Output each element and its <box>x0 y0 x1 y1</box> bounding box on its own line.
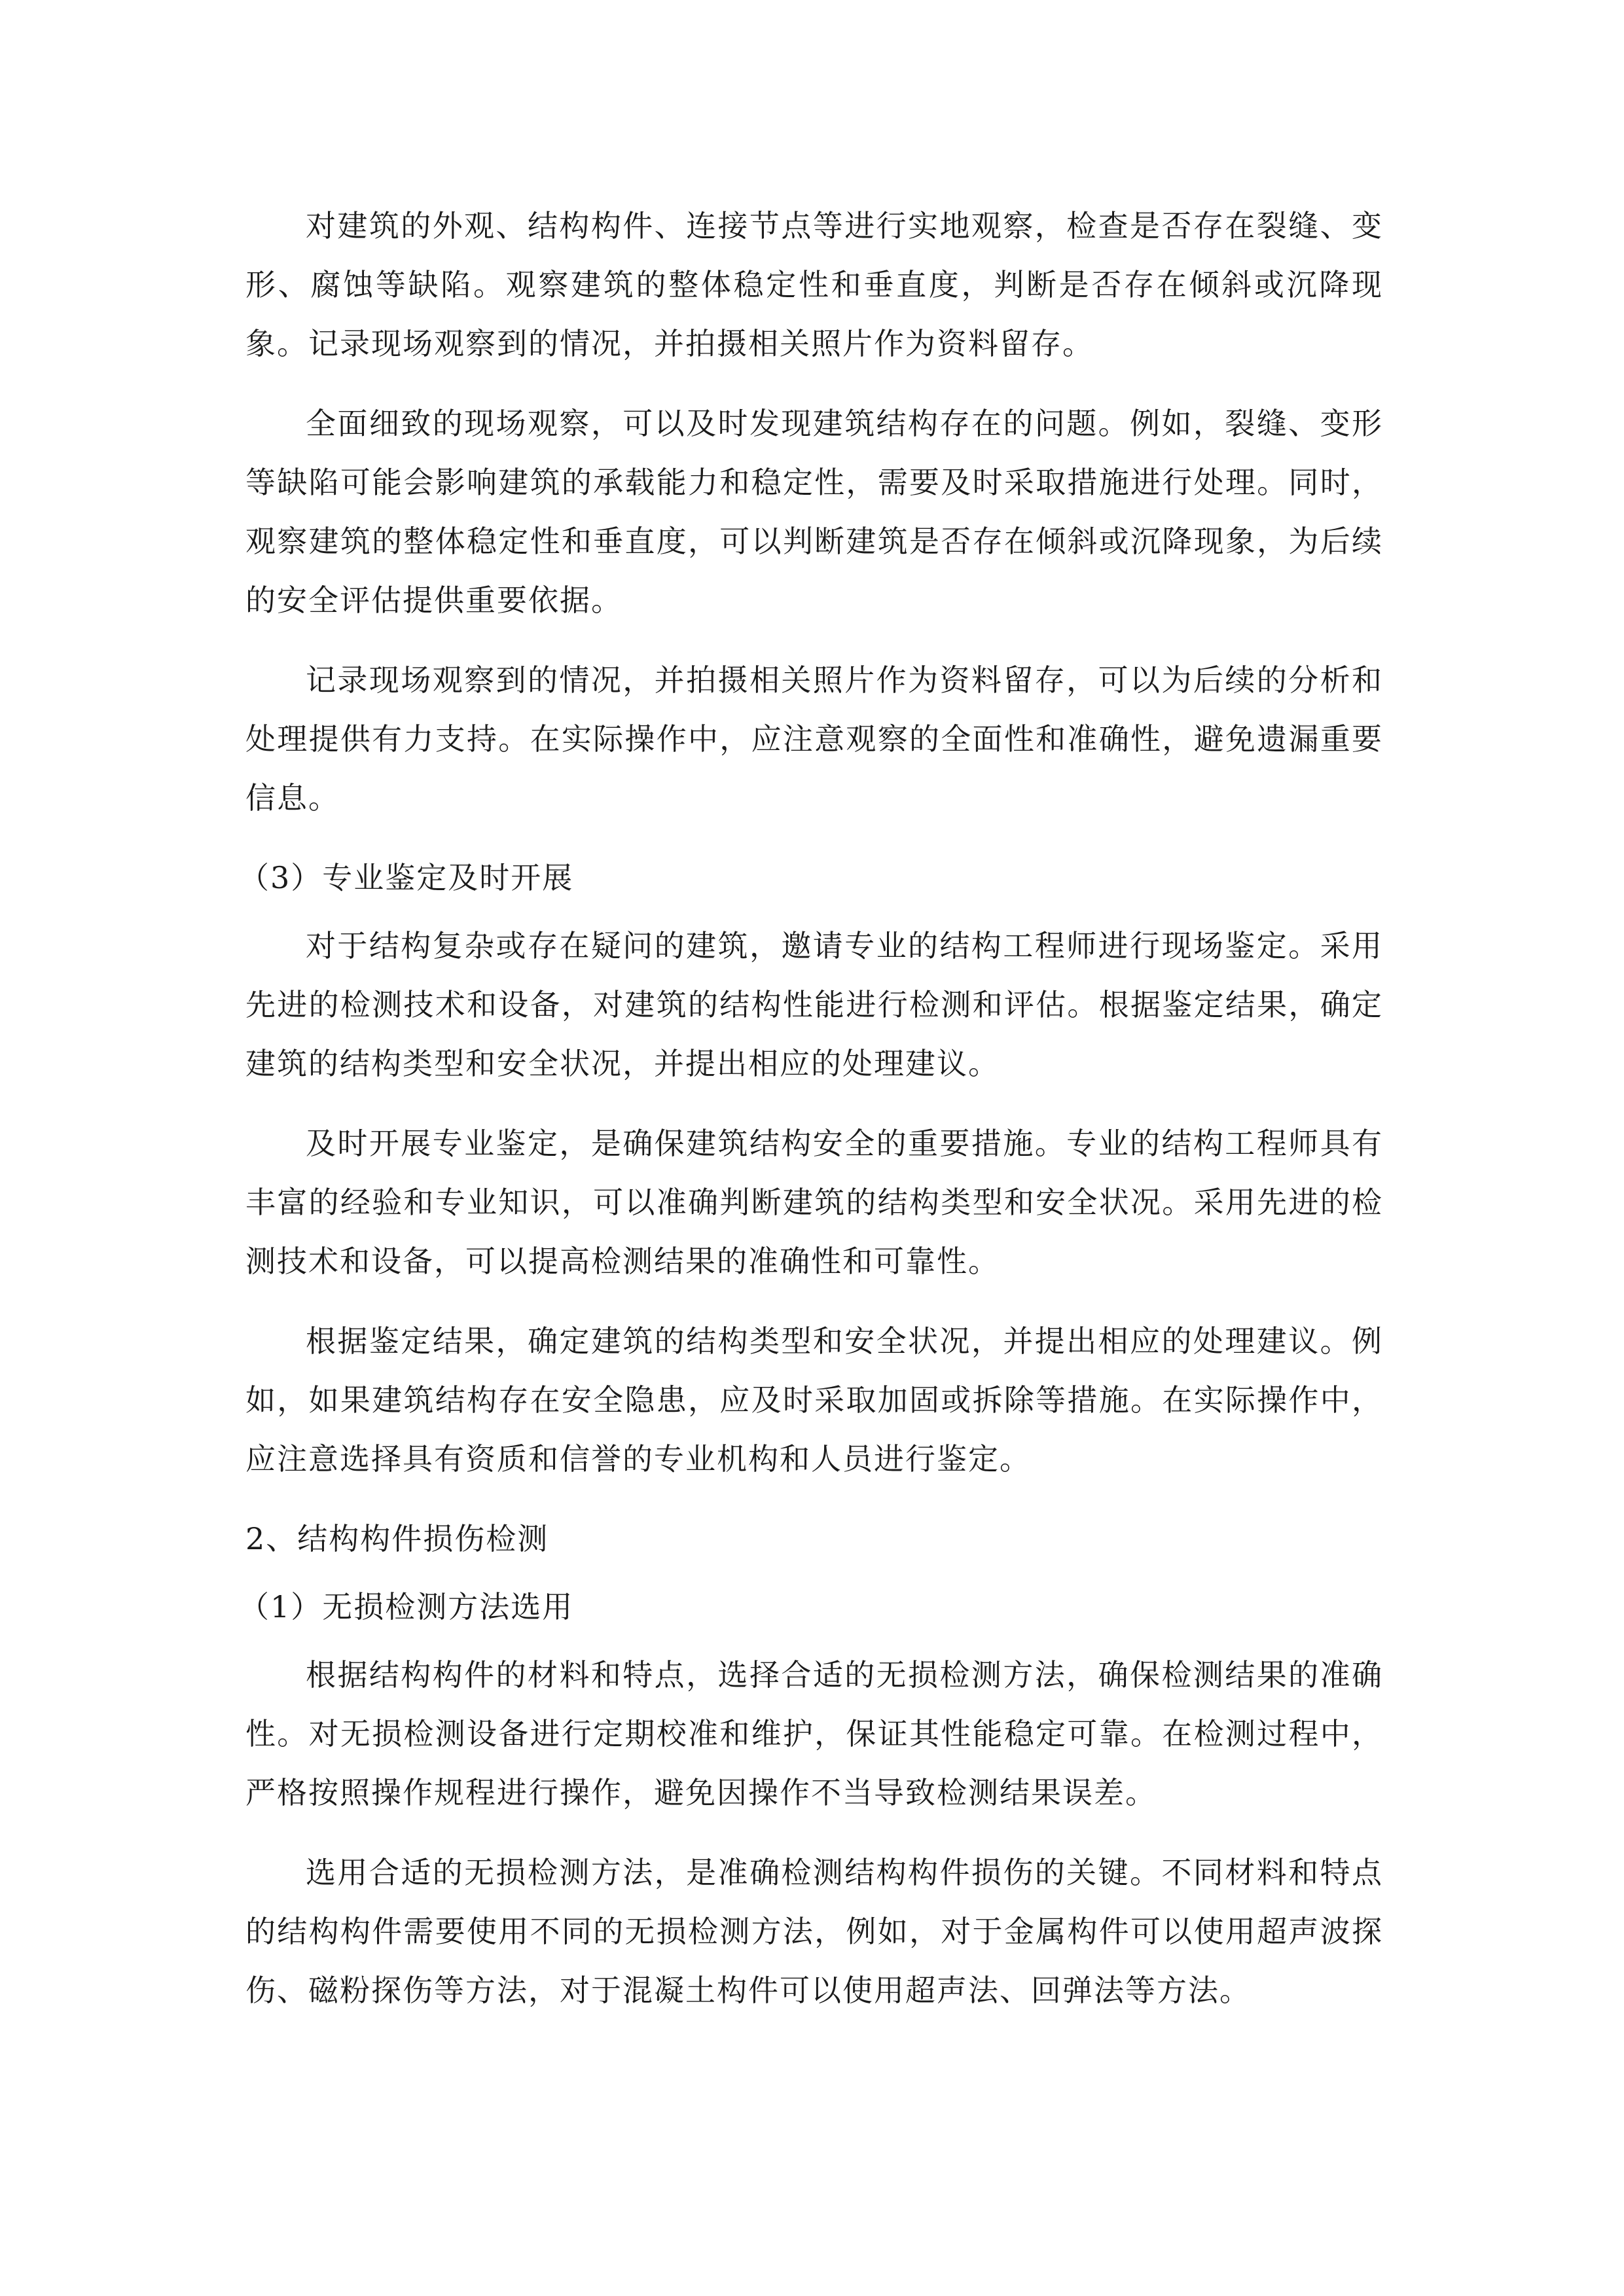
paragraph-appraisal-importance: 及时开展专业鉴定，是确保建筑结构安全的重要措施。专业的结构工程师具有丰富的经验和专业知识，可以准确判断建筑的结构类型和安全状况。采用先进的检测技术和设备，可以提高检测结果的准确性和可靠性。 <box>245 1126 1383 1279</box>
paragraph-ndt-selection: 根据结构构件的材料和特点，选择合适的无损检测方法，确保检测结果的准确性。对无损检测设备进行定期校准和维护，保证其性能稳定可靠。在检测过程中，严格按照操作规程进行操作，避免因操作不当导致检测结果误差。 <box>245 1657 1383 1810</box>
paragraph-invite-engineer: 对于结构复杂或存在疑问的建筑，邀请专业的结构工程师进行现场鉴定。采用先进的检测技术和设备，对建筑的结构性能进行检测和评估。根据鉴定结果，确定建筑的结构类型和安全状况，并提出相应的处理建议。 <box>245 928 1383 1081</box>
paragraph-ndt-methods: 选用合适的无损检测方法，是准确检测结构构件损伤的关键。不同材料和特点的结构构件需要使用不同的无损检测方法，例如，对于金属构件可以使用超声波探伤、磁粉探伤等方法，对于混凝土构件可以使用超声法、回弹法等方法。 <box>245 1855 1383 2008</box>
paragraph-record-photos: 记录现场观察到的情况，并拍摄相关照片作为资料留存，可以为后续的分析和处理提供有力支持。在实际操作中，应注意观察的全面性和准确性，避免遗漏重要信息。 <box>245 662 1383 816</box>
section-heading-professional-appraisal: （3）专业鉴定及时开展 <box>239 860 574 895</box>
document-body <box>239 196 1383 2041</box>
section-heading-damage-detection: 2、结构构件损伤检测 <box>245 1521 549 1556</box>
section-heading-ndt-method: （1）无损检测方法选用 <box>239 1589 574 1624</box>
paragraph-observation-benefits: 全面细致的现场观察，可以及时发现建筑结构存在的问题。例如，裂缝、变形等缺陷可能会影响建筑的承载能力和稳定性，需要及时采取措施进行处理。同时，观察建筑的整体稳定性和垂直度，可以判断建筑是否存在倾斜或沉降现象，为后续的安全评估提供重要依据。 <box>245 406 1383 618</box>
paragraph-appraisal-results: 根据鉴定结果，确定建筑的结构类型和安全状况，并提出相应的处理建议。例如，如果建筑结构存在安全隐患，应及时采取加固或拆除等措施。在实际操作中，应注意选择具有资质和信誉的专业机构和人员进行鉴定。 <box>245 1323 1383 1477</box>
paragraph-site-observation: 对建筑的外观、结构构件、连接节点等进行实地观察，检查是否存在裂缝、变形、腐蚀等缺陷。观察建筑的整体稳定性和垂直度，判断是否存在倾斜或沉降现象。记录现场观察到的情况，并拍摄相关照片作为资料留存。 <box>245 208 1383 361</box>
